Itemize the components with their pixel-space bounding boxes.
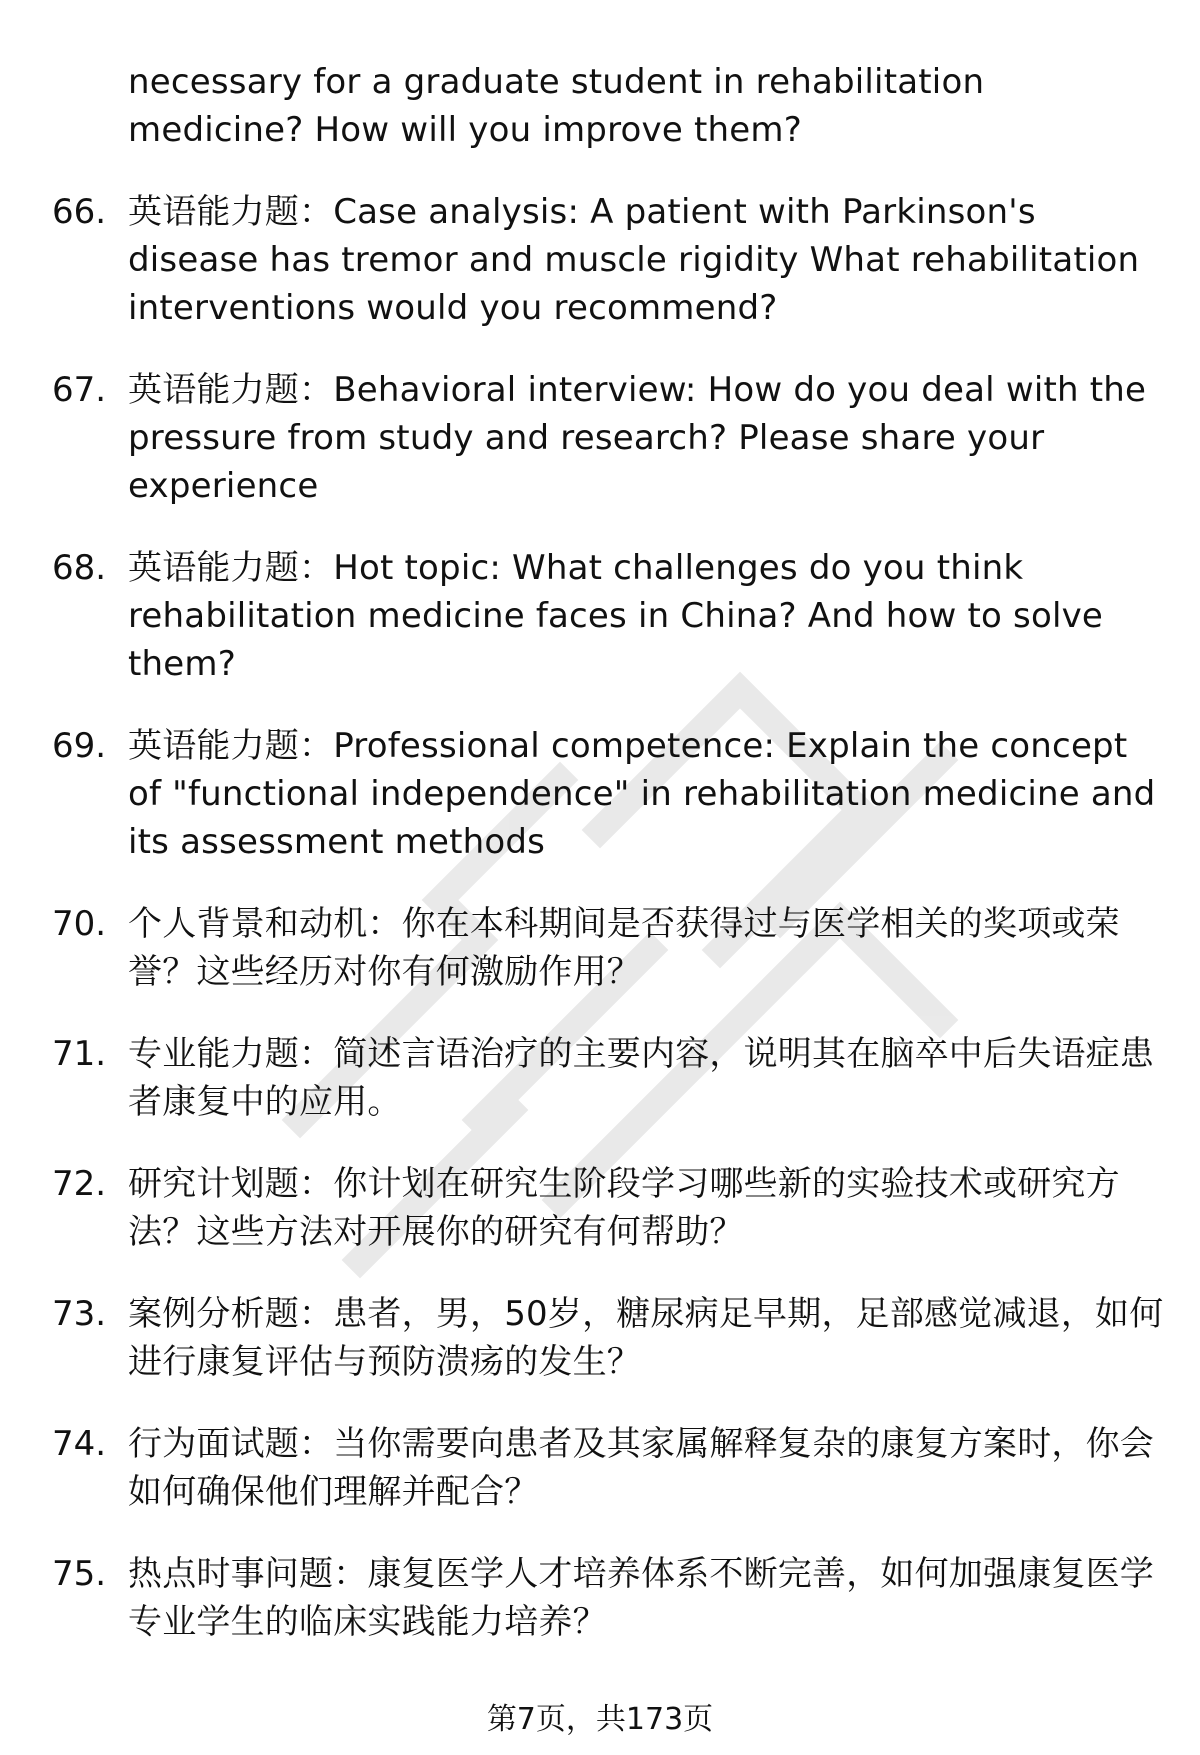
question-list	[0, 58, 1200, 1680]
question-item-68	[0, 544, 1200, 688]
question-text: 英语能力题：Case analysis: A patient with Parkinson's disease has tremor and muscle rigidity What rehabilitation interventions would you recommend?	[128, 192, 1140, 328]
question-text: 研究计划题：你计划在研究生阶段学习哪些新的实验技术或研究方法？这些方法对开展你的研究有何帮助？	[128, 1164, 1120, 1252]
question-text: 案例分析题：患者，男，50岁，糖尿病足早期，足部感觉减退，如何进行康复评估与预防溃疡的发生？	[128, 1294, 1164, 1382]
continuation-text: necessary for a graduate student in rehabilitation medicine? How will you improve them?	[128, 62, 985, 150]
question-text: 英语能力题：Hot topic: What challenges do you think rehabilitation medicine faces in China? And how to solve them?	[128, 548, 1104, 684]
question-number: 68.	[52, 548, 107, 588]
question-text: 专业能力题：简述言语治疗的主要内容，说明其在脑卒中后失语症患者康复中的应用。	[128, 1034, 1154, 1122]
question-number: 73.	[52, 1294, 107, 1334]
question-item-75	[0, 1550, 1200, 1646]
question-item-72	[0, 1160, 1200, 1256]
question-text: 行为面试题：当你需要向患者及其家属解释复杂的康复方案时，你会如何确保他们理解并配合？	[128, 1424, 1154, 1512]
question-number: 74.	[52, 1424, 107, 1464]
question-text: 热点时事问题：康复医学人才培养体系不断完善，如何加强康复医学专业学生的临床实践能力培养？	[128, 1554, 1154, 1642]
question-number: 71.	[52, 1034, 107, 1074]
question-item-66	[0, 188, 1200, 332]
question-item-73	[0, 1290, 1200, 1386]
question-number: 66.	[52, 192, 107, 232]
question-number: 70.	[52, 904, 107, 944]
question-number: 69.	[52, 726, 107, 766]
question-number: 72.	[52, 1164, 107, 1204]
question-number: 67.	[52, 370, 107, 410]
question-item-70	[0, 900, 1200, 996]
question-item-69	[0, 722, 1200, 866]
question-text: 英语能力题：Professional competence: Explain the concept of "functional independence" in rehabilitation medicine and its assessment methods	[128, 726, 1156, 862]
question-item-71	[0, 1030, 1200, 1126]
question-number: 75.	[52, 1554, 107, 1594]
question-item-67	[0, 366, 1200, 510]
continuation-item	[0, 58, 1200, 154]
question-item-74	[0, 1420, 1200, 1516]
page-footer: 第7页，共173页	[486, 1702, 714, 1737]
question-text: 英语能力题：Behavioral interview: How do you deal with the pressure from study and research? Please share your experience	[128, 370, 1147, 506]
question-text: 个人背景和动机：你在本科期间是否获得过与医学相关的奖项或荣誉？这些经历对你有何激励作用？	[128, 904, 1120, 992]
